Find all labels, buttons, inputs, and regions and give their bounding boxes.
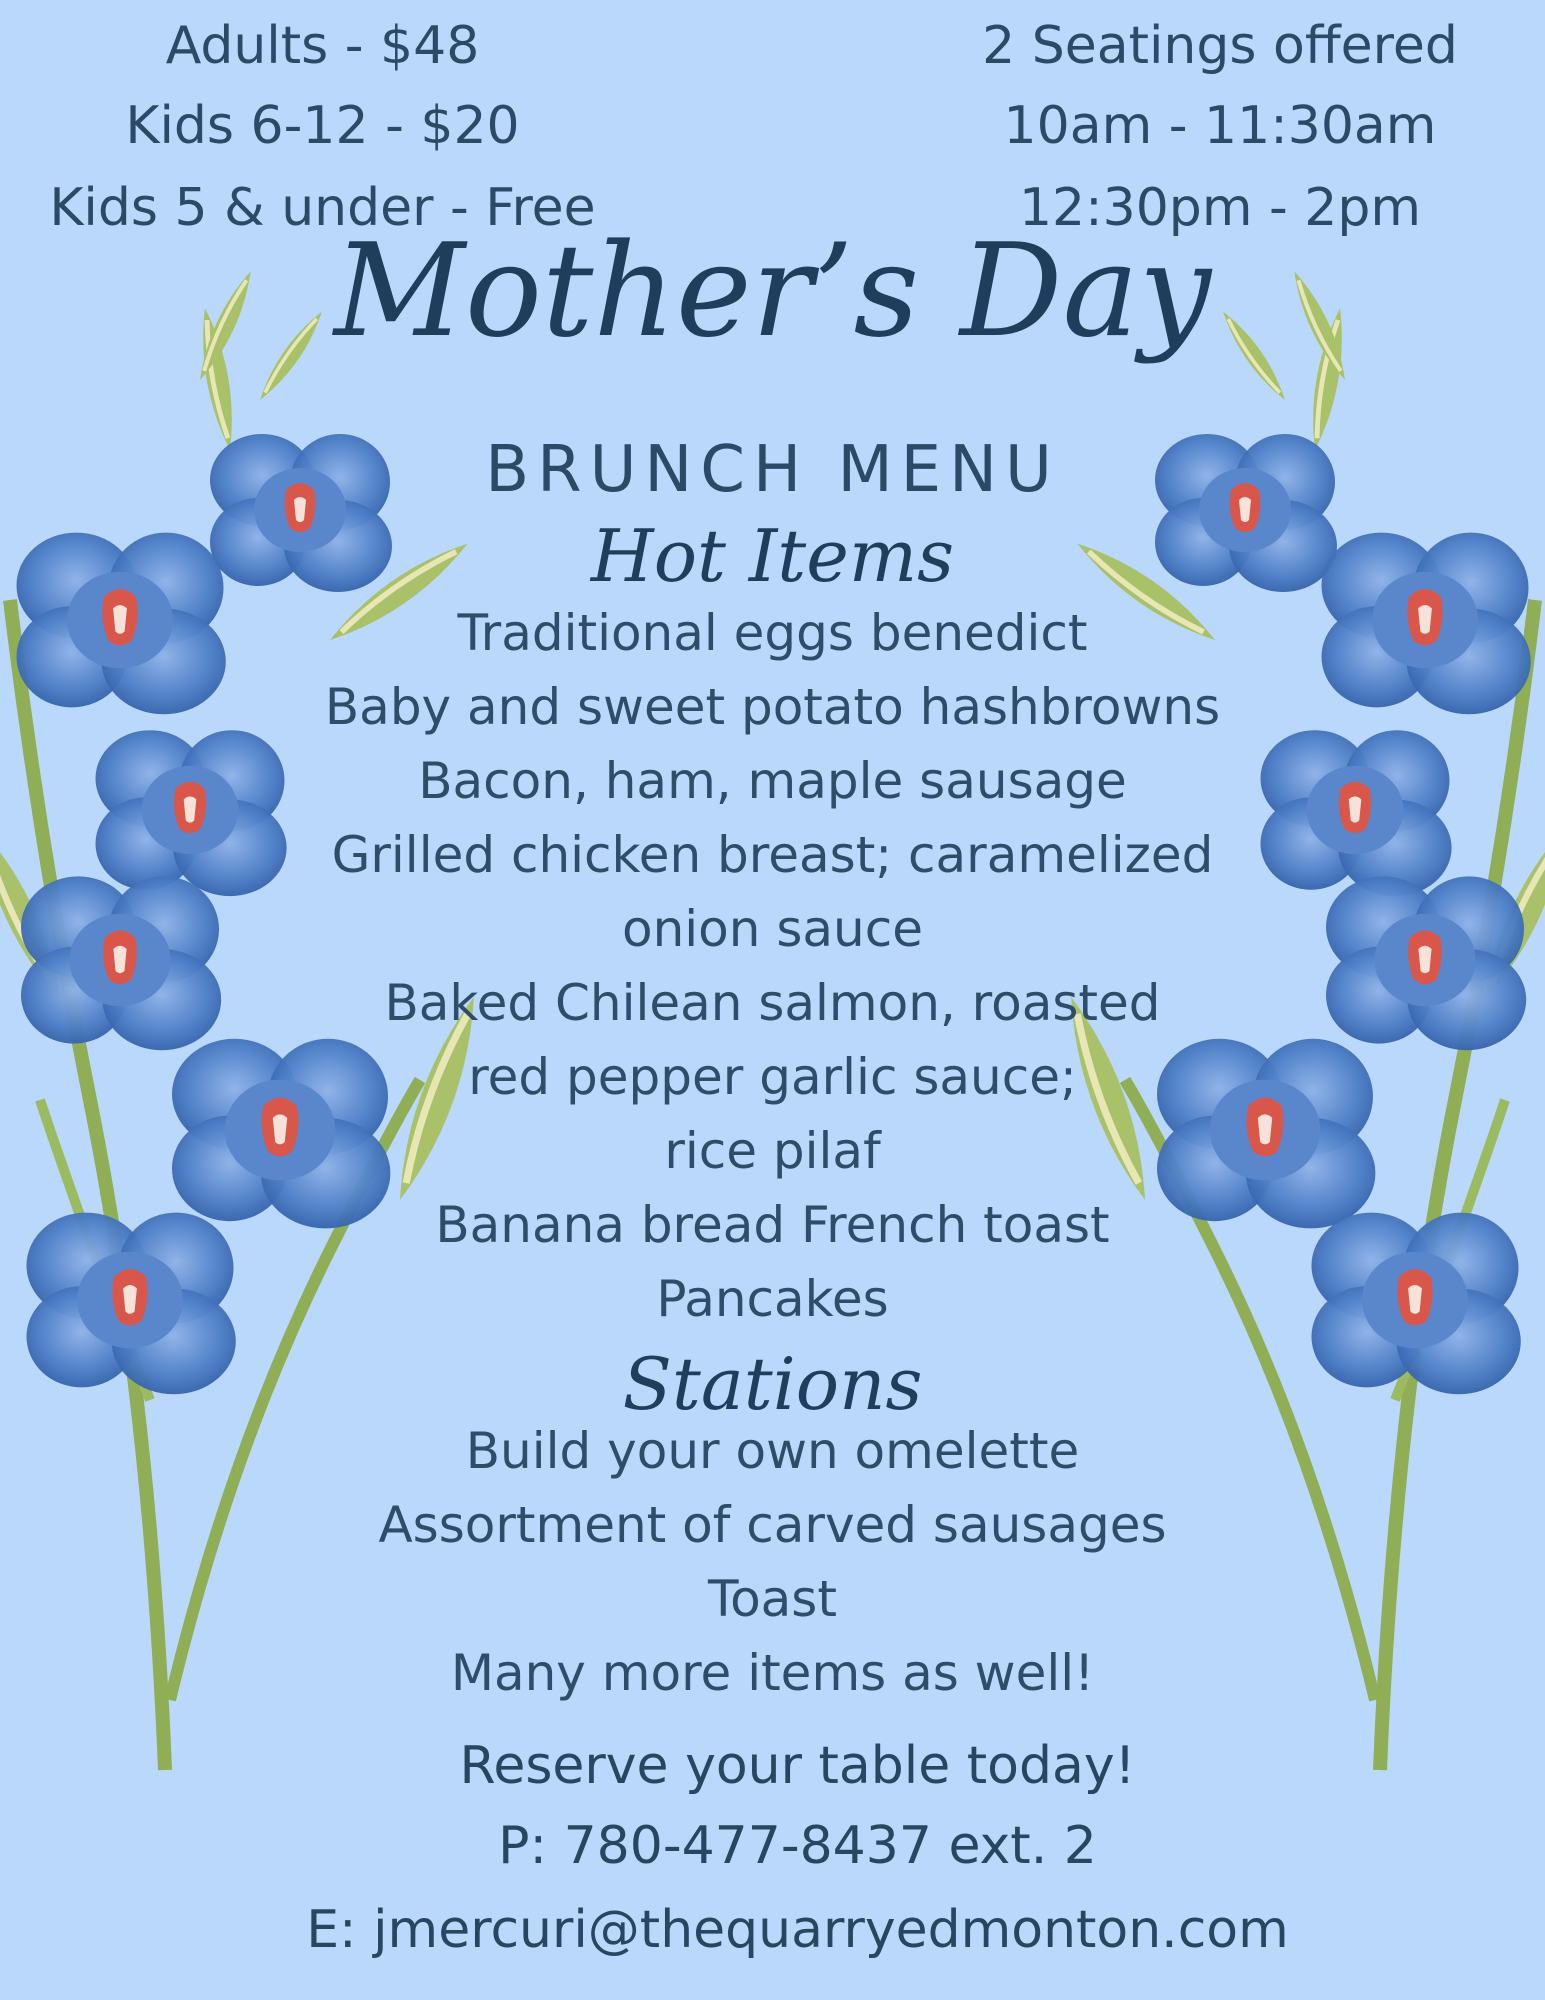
seatings-heading: 2 Seatings offered — [982, 16, 1458, 76]
stations-heading: Stations — [622, 1342, 923, 1426]
price-adults: Adults - $48 — [165, 16, 480, 76]
page-title: Mother’s Day — [333, 217, 1212, 366]
list-item: Assortment of carved sausages — [378, 1496, 1167, 1554]
price-kids-5-under: Kids 5 & under - Free — [49, 178, 596, 238]
reserve-text: Reserve your table today! — [459, 1736, 1136, 1796]
list-item: rice pilaf — [664, 1122, 881, 1180]
email-address[interactable]: E: jmercuri@thequarryedmonton.com — [306, 1900, 1289, 1960]
list-item: Build your own omelette — [465, 1422, 1080, 1480]
list-item: Traditional eggs benedict — [457, 604, 1088, 662]
list-item: Many more items as well! — [450, 1644, 1095, 1702]
list-item: Baby and sweet potato hashbrowns — [324, 678, 1221, 736]
list-item: Banana bread French toast — [435, 1196, 1110, 1254]
list-item: Pancakes — [656, 1270, 889, 1328]
price-kids-6-12: Kids 6-12 - $20 — [125, 96, 520, 156]
list-item: Grilled chicken breast; caramelized — [331, 826, 1214, 884]
hot-items-heading: Hot Items — [590, 514, 955, 598]
brunch-menu-heading: BRUNCH MENU — [485, 433, 1060, 507]
list-item: onion sauce — [622, 900, 923, 958]
list-item: red pepper garlic sauce; — [468, 1048, 1077, 1106]
seating-second: 12:30pm - 2pm — [1018, 178, 1422, 238]
list-item: Baked Chilean salmon, roasted — [384, 974, 1161, 1032]
list-item: Bacon, ham, maple sausage — [418, 752, 1127, 810]
seating-first: 10am - 11:30am — [1003, 96, 1437, 156]
list-item: Toast — [708, 1570, 837, 1628]
phone-number[interactable]: P: 780-477-8437 ext. 2 — [498, 1816, 1097, 1876]
